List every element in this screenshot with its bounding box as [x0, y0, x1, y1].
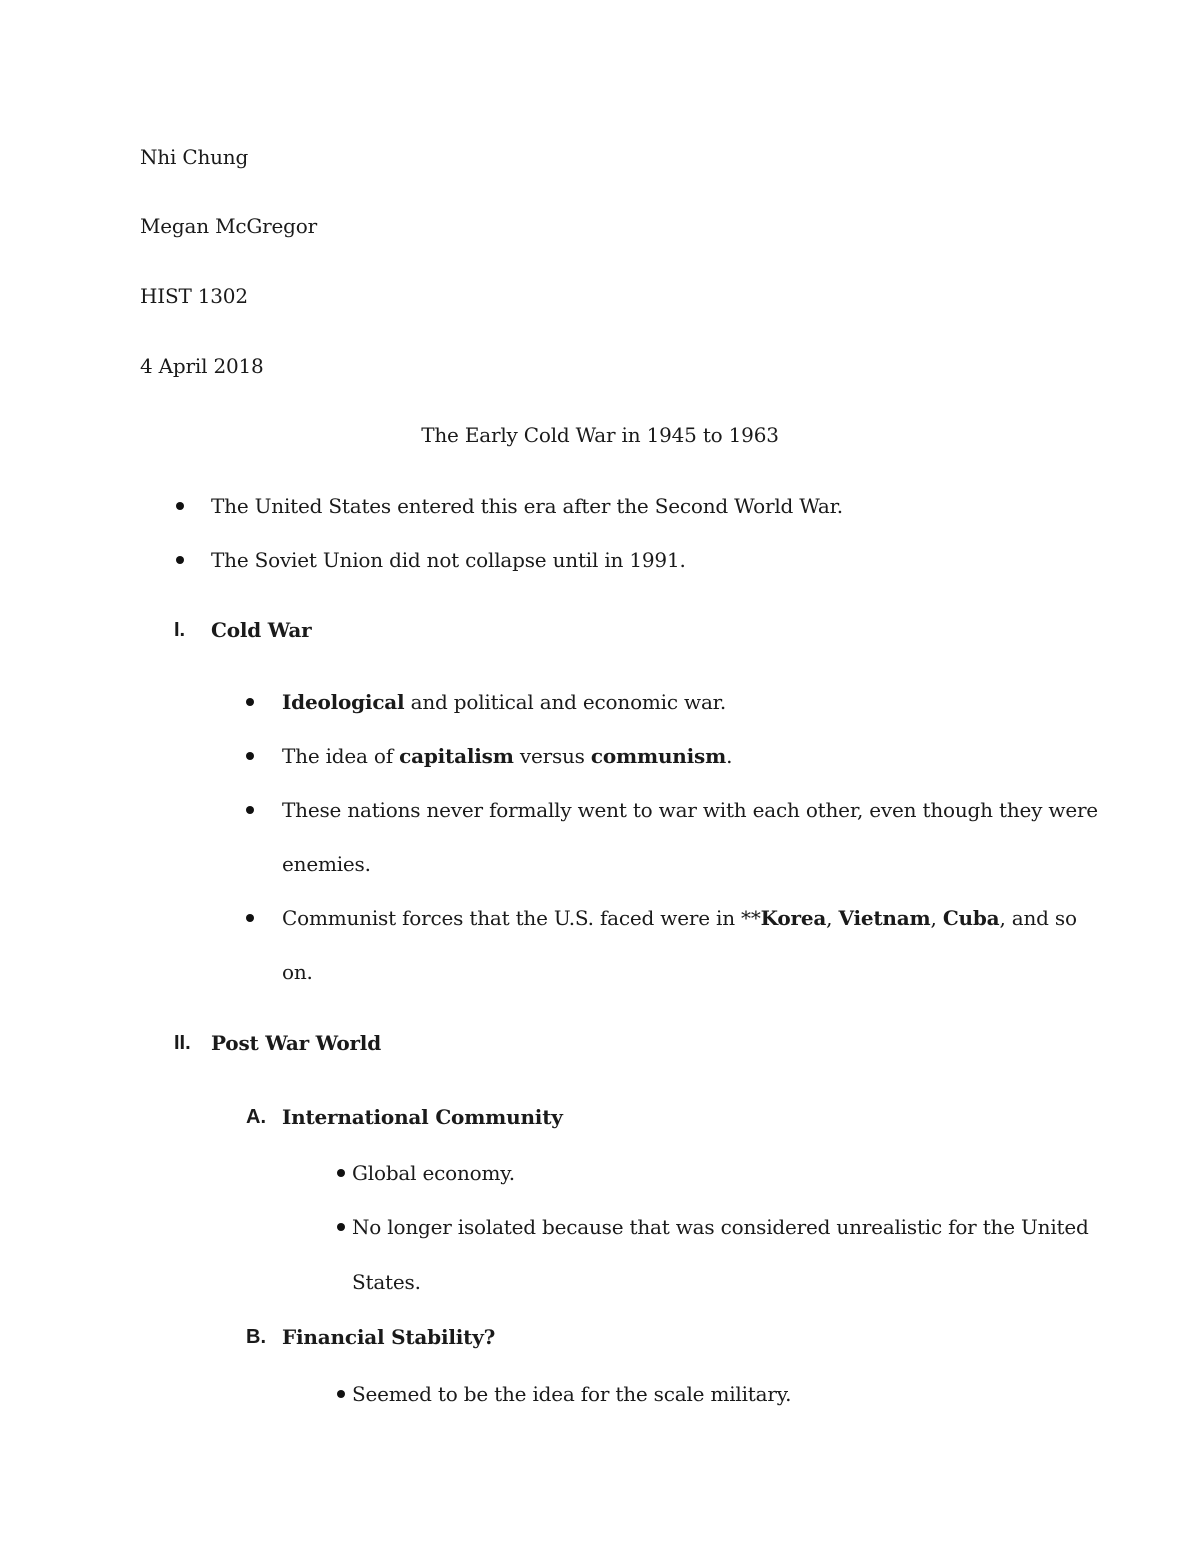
cold-war-bullet-1: Ideological and political and economic war.	[282, 690, 726, 714]
cold-war-bullet-2: The idea of capitalism versus communism.	[282, 744, 733, 768]
cold-war-bullet-4-line1: Communist forces that the U.S. faced were in **Korea, Vietnam, Cuba, and so	[282, 906, 1077, 930]
bullet-icon	[246, 914, 254, 922]
subsection-a-marker: A.	[246, 1106, 266, 1128]
bullet-icon	[176, 502, 184, 510]
intro-bullet-2: The Soviet Union did not collapse until in 1991.	[211, 548, 686, 572]
document-date: 4 April 2018	[140, 354, 264, 378]
bullet-icon	[337, 1390, 345, 1398]
subsection-a-heading: International Community	[282, 1105, 563, 1129]
section-1-marker: I.	[174, 619, 186, 641]
bullet-icon	[246, 698, 254, 706]
section-2-marker: II.	[174, 1032, 191, 1054]
document-title: The Early Cold War in 1945 to 1963	[421, 423, 779, 447]
student-name: Nhi Chung	[140, 145, 249, 169]
intl-bullet-2-line2: States.	[352, 1270, 421, 1294]
subsection-b-heading: Financial Stability?	[282, 1325, 496, 1349]
bullet-icon	[246, 752, 254, 760]
bullet-icon	[246, 806, 254, 814]
bullet-icon	[337, 1169, 345, 1177]
subsection-b-marker: B.	[246, 1326, 266, 1348]
intro-bullet-1: The United States entered this era after the Second World War.	[211, 494, 843, 518]
financial-bullet-1: Seemed to be the idea for the scale military.	[352, 1382, 792, 1406]
cold-war-bullet-4-line2: on.	[282, 960, 313, 984]
section-2-heading: Post War World	[211, 1031, 381, 1055]
bullet-icon	[176, 556, 184, 564]
course-code: HIST 1302	[140, 284, 248, 308]
cold-war-bullet-3-line1: These nations never formally went to war with each other, even though they were	[282, 798, 1098, 822]
cold-war-bullet-3-line2: enemies.	[282, 852, 371, 876]
instructor-name: Megan McGregor	[140, 214, 317, 238]
intl-bullet-1: Global economy.	[352, 1161, 515, 1185]
section-1-heading: Cold War	[211, 618, 312, 642]
bullet-icon	[337, 1223, 345, 1231]
intl-bullet-2-line1: No longer isolated because that was considered unrealistic for the United	[352, 1215, 1089, 1239]
